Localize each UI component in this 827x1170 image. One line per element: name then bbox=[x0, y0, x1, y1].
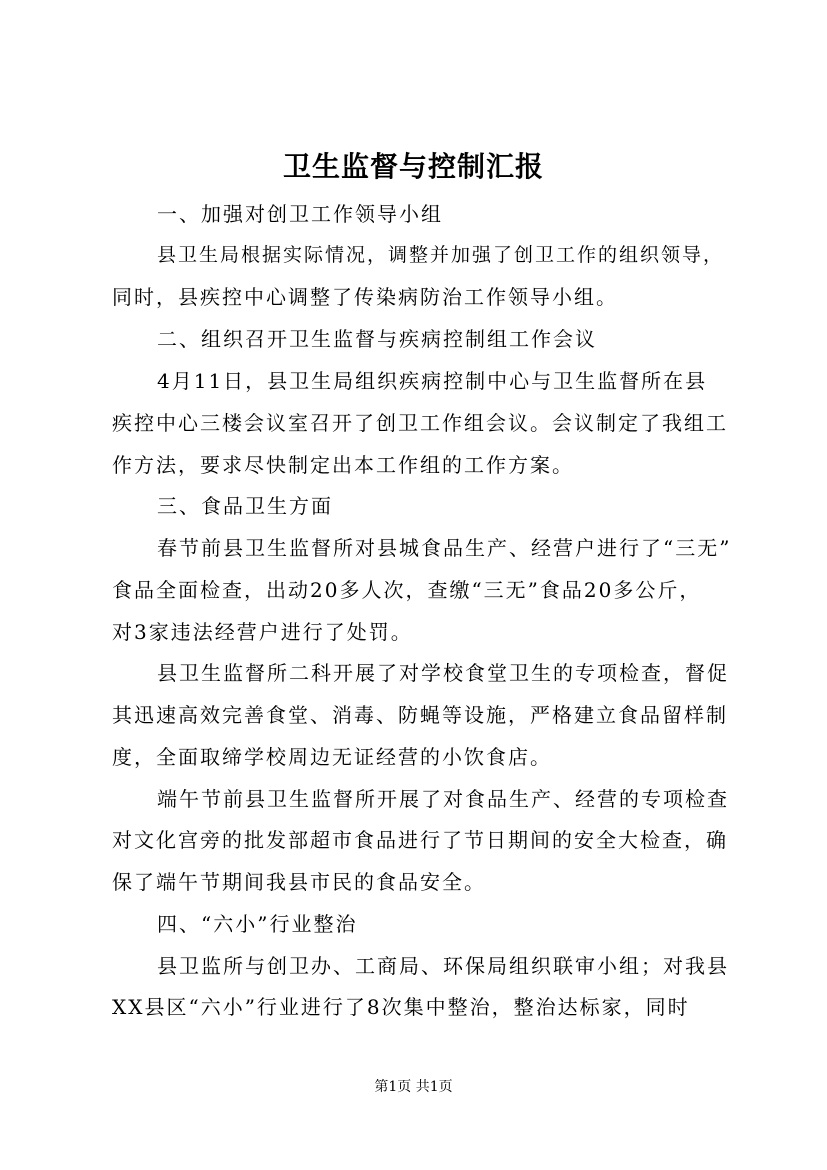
paragraph-line: 保了端午节期间我县市民的食品安全。 bbox=[112, 870, 486, 894]
paragraph-line: 度，全面取缔学校周边无证经营的小饮食店。 bbox=[112, 745, 552, 769]
section-heading-4: 四、“六小”行业整治 bbox=[157, 912, 358, 936]
paragraph-line: 春节前县卫生监督所对县城食品生产、经营户进行了“三无” bbox=[157, 536, 732, 560]
paragraph-line: 县卫监所与创卫办、工商局、环保局组织联审小组；对我县 bbox=[157, 954, 729, 978]
paragraph-line: 县卫生局根据实际情况，调整并加强了创卫工作的组织领导， bbox=[157, 244, 725, 266]
section-heading-1: 一、加强对创卫工作领导小组 bbox=[157, 202, 443, 226]
paragraph-line: 对文化宫旁的批发部超市食品进行了节日期间的安全大检查，确 bbox=[112, 828, 728, 852]
document-title: 卫生监督与控制汇报 bbox=[282, 150, 544, 183]
paragraph-line: 4月11日，县卫生局组织疾病控制中心与卫生监督所在县 bbox=[157, 369, 708, 393]
paragraph-line: 县卫生监督所二科开展了对学校食堂卫生的专项检查，督促 bbox=[157, 661, 729, 685]
paragraph-line: 其迅速高效完善食堂、消毒、防蝇等设施，严格建立食品留样制 bbox=[112, 703, 728, 727]
paragraph-line: 作方法，要求尽快制定出本工作组的工作方案。 bbox=[112, 453, 574, 477]
paragraph-line: XX县区“六小”行业进行了8次集中整治，整治达标家，同时 bbox=[112, 995, 690, 1019]
paragraph-line: 食品全面检查，出动20多人次，查缴“三无”食品20多公斤， bbox=[112, 578, 702, 602]
paragraph-line: 疾控中心三楼会议室召开了创卫工作组会议。会议制定了我组工 bbox=[112, 411, 728, 435]
paragraph-line: 同时，县疾控中心调整了传染病防治工作领导小组。 bbox=[112, 285, 618, 309]
paragraph-line: 端午节前县卫生监督所开展了对食品生产、经营的专项检查 bbox=[157, 787, 729, 811]
paragraph-line: 对3家违法经营户进行了处罚。 bbox=[112, 620, 413, 644]
page-number-footer: 第1页 共1页 bbox=[374, 1079, 453, 1095]
section-heading-3: 三、食品卫生方面 bbox=[157, 494, 333, 518]
section-heading-2: 二、组织召开卫生监督与疾病控制组工作会议 bbox=[157, 327, 597, 351]
